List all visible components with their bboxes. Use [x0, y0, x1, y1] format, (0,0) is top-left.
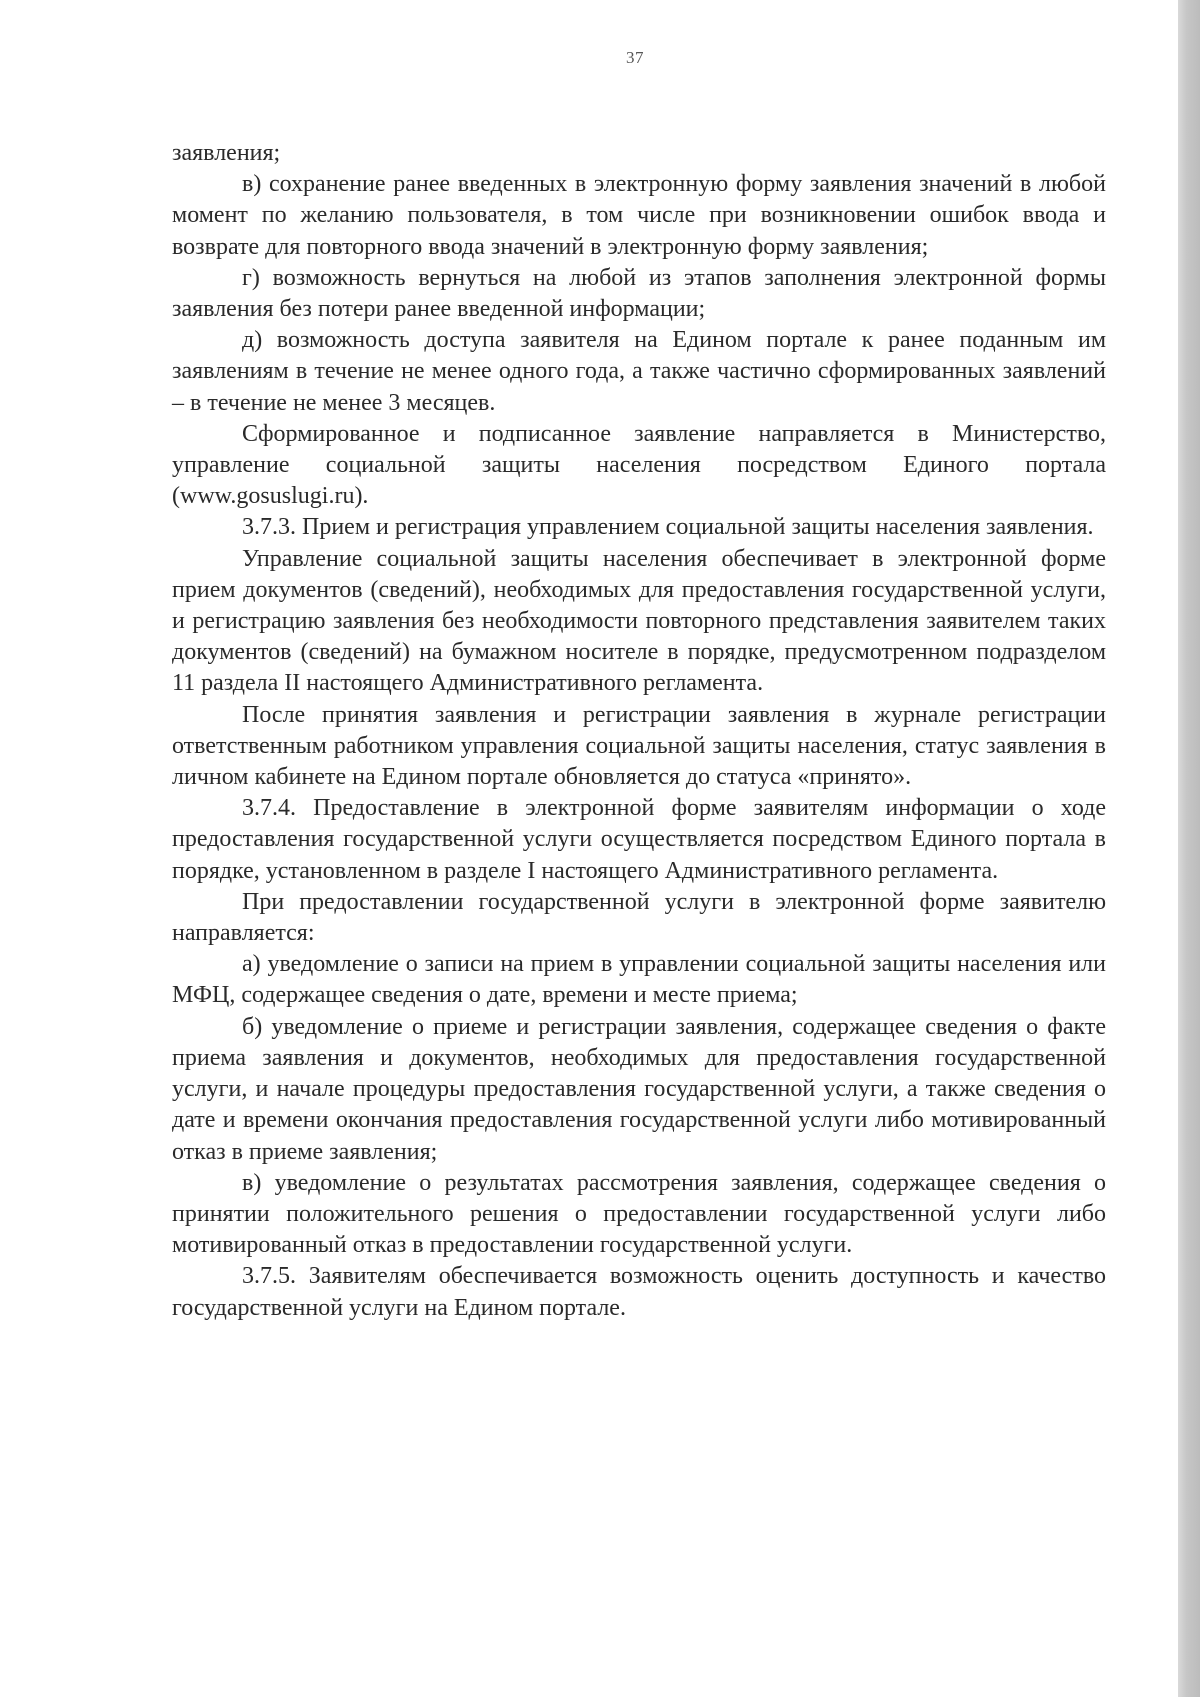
paragraph-12: б) уведомление о приеме и регистрации заявления, содержащее сведения о факте приема заявления и документов, необходимых для предоставления государственной услуги, и начале процедуры предоставления государственной услуги, а также сведения о дате и времени окончания предоставления государственной услуги либо мотивированный отказ в приеме заявления; [172, 1013, 1106, 1165]
scan-edge-shadow [1178, 0, 1200, 1697]
paragraph-7: Управление социальной защиты населения обеспечивает в электронной форме прием документов (сведений), необходимых для предоставления государственной услуги, и регистрацию заявления без необходимости повторного представления заявителем таких документов (сведений) на бумажном носителе в порядке, предусмотренном подразделом 11 раздела II настоящего Административного регламента. [172, 545, 1106, 697]
paragraph-14: 3.7.5. Заявителям обеспечивается возможность оценить доступность и качество государственной услуги на Едином портале. [172, 1263, 1106, 1321]
paragraph-2: в) сохранение ранее введенных в электронную форму заявления значений в любой момент по желанию пользователя, в том числе при возникновении ошибок ввода и возврате для повторного ввода значений в электронную форму заявления; [172, 171, 1106, 260]
paragraph-9: 3.7.4. Предоставление в электронной форме заявителям информации о ходе предоставления государственной услуги осуществляется посредством Единого портала в порядке, установленном в разделе I настоящего Административного регламента. [172, 795, 1106, 884]
paragraph-6: 3.7.3. Прием и регистрация управлением социальной защиты населения заявления. [242, 514, 1094, 541]
paragraph-11: а) уведомление о записи на прием в управлении социальной защиты населения или МФЦ, содержащее сведения о дате, времени и месте приема; [172, 951, 1106, 1009]
paragraph-10: При предоставлении государственной услуги в электронной форме заявителю направляется: [172, 888, 1106, 947]
paragraph-8: После принятия заявления и регистрации заявления в журнале регистрации ответственным работником управления социальной защиты населения, статус заявления в личном кабинете на Едином портале обновляется до статуса «принято». [172, 701, 1106, 791]
document-body [172, 138, 1106, 1324]
paragraph-4: д) возможность доступа заявителя на Едином портале к ранее поданным им заявлениям в течение не менее одного года, а также частично сформированных заявлений – в течение не менее 3 месяцев. [172, 327, 1106, 416]
paragraph-5: Сформированное и подписанное заявление направляется в Министерство, управление социальной защиты населения посредством Единого портала (www.gosuslugi.ru). [172, 420, 1106, 510]
page-number: 37 [626, 48, 644, 67]
paragraph-3: г) возможность вернуться на любой из этапов заполнения электронной формы заявления без потери ранее введенной информации; [172, 264, 1106, 323]
paragraph-1: заявления; [172, 140, 281, 166]
paragraph-13: в) уведомление о результатах рассмотрения заявления, содержащее сведения о принятии положительного решения о предоставлении государственной услуги либо мотивированный отказ в предоставлении государственной услуги. [172, 1169, 1106, 1259]
